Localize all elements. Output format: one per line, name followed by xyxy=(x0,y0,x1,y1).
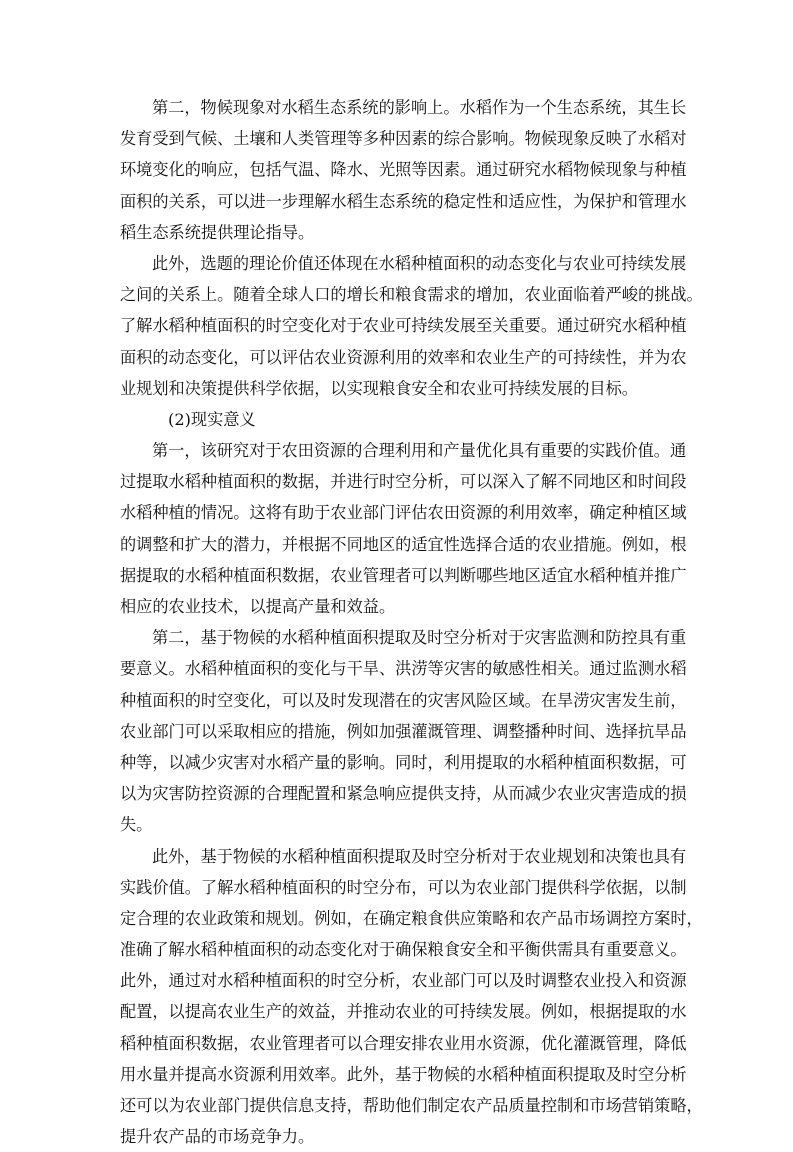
paragraph-sustainability-theory xyxy=(120,248,680,404)
text-line: 稻生态系统提供理论指导。 xyxy=(120,217,680,248)
document-page xyxy=(120,92,680,1152)
text-line: 失。 xyxy=(120,809,680,840)
section-subheading: (2)现实意义 xyxy=(120,404,680,435)
text-line: 定合理的农业政策和规划。例如，在确定粮食供应策略和农产品市场调控方案时， xyxy=(120,903,680,934)
text-line: 了解水稻种植面积的时空变化对于农业可持续发展至关重要。通过研究水稻种植 xyxy=(120,310,680,341)
text-line: 稻种植面积数据，农业管理者可以合理安排农业用水资源，优化灌溉管理，降低 xyxy=(120,1028,680,1059)
text-line: 之间的关系上。随着全球人口的增长和粮食需求的增加，农业面临着严峻的挑战。 xyxy=(120,279,680,310)
text-line: 此外，基于物候的水稻种植面积提取及时空分析对于农业规划和决策也具有 xyxy=(120,841,680,872)
text-line: 农业部门可以采取相应的措施，例如加强灌溉管理、调整播种时间、选择抗旱品 xyxy=(120,716,680,747)
paragraph-disaster-monitoring xyxy=(120,622,680,840)
text-line: 实践价值。了解水稻种植面积的时空分布，可以为农业部门提供科学依据，以制 xyxy=(120,872,680,903)
text-line: 准确了解水稻种植面积的动态变化对于确保粮食安全和平衡供需具有重要意义。 xyxy=(120,934,680,965)
text-line: 用水量并提高水资源利用效率。此外，基于物候的水稻种植面积提取及时空分析 xyxy=(120,1059,680,1090)
text-line: 还可以为农业部门提供信息支持，帮助他们制定农产品质量控制和市场营销策略， xyxy=(120,1090,680,1121)
text-line: 业规划和决策提供科学依据，以实现粮食安全和农业可持续发展的目标。 xyxy=(120,373,680,404)
paragraph-farmland-resources xyxy=(120,435,680,622)
text-line: 此外，选题的理论价值还体现在水稻种植面积的动态变化与农业可持续发展 xyxy=(120,248,680,279)
text-line: 面积的关系，可以进一步理解水稻生态系统的稳定性和适应性，为保护和管理水 xyxy=(120,186,680,217)
paragraph-ecosystem xyxy=(120,92,680,248)
text-line: 第二，物候现象对水稻生态系统的影响上。水稻作为一个生态系统，其生长 xyxy=(120,92,680,123)
text-line: 提升农产品的市场竞争力。 xyxy=(120,1121,680,1152)
text-line: 以为灾害防控资源的合理配置和紧急响应提供支持，从而减少农业灾害造成的损 xyxy=(120,778,680,809)
text-line: 面积的动态变化，可以评估农业资源利用的效率和农业生产的可持续性，并为农 xyxy=(120,342,680,373)
text-line: 发育受到气候、土壤和人类管理等多种因素的综合影响。物候现象反映了水稻对 xyxy=(120,123,680,154)
text-line: 种等，以减少灾害对水稻产量的影响。同时，利用提取的水稻种植面积数据，可 xyxy=(120,747,680,778)
text-line: 第二，基于物候的水稻种植面积提取及时空分析对于灾害监测和防控具有重 xyxy=(120,622,680,653)
text-line: 种植面积的时空变化，可以及时发现潜在的灾害风险区域。在旱涝灾害发生前， xyxy=(120,685,680,716)
text-line: 据提取的水稻种植面积数据，农业管理者可以判断哪些地区适宜水稻种植并推广 xyxy=(120,560,680,591)
text-line: 环境变化的响应，包括气温、降水、光照等因素。通过研究水稻物候现象与种植 xyxy=(120,154,680,185)
text-line: 相应的农业技术，以提高产量和效益。 xyxy=(120,591,680,622)
text-line: 的调整和扩大的潜力，并根据不同地区的适宜性选择合适的农业措施。例如，根 xyxy=(120,529,680,560)
paragraph-planning-decisions xyxy=(120,841,680,1152)
text-line: 水稻种植的情况。这将有助于农业部门评估农田资源的利用效率，确定种植区域 xyxy=(120,497,680,528)
text-line: 要意义。水稻种植面积的变化与干旱、洪涝等灾害的敏感性相关。通过监测水稻 xyxy=(120,653,680,684)
text-line: 第一，该研究对于农田资源的合理利用和产量优化具有重要的实践价值。通 xyxy=(120,435,680,466)
text-line: 配置，以提高农业生产的效益，并推动农业的可持续发展。例如，根据提取的水 xyxy=(120,996,680,1027)
text-line: 此外，通过对水稻种植面积的时空分析，农业部门可以及时调整农业投入和资源 xyxy=(120,965,680,996)
text-line: 过提取水稻种植面积的数据，并进行时空分析，可以深入了解不同地区和时间段 xyxy=(120,466,680,497)
